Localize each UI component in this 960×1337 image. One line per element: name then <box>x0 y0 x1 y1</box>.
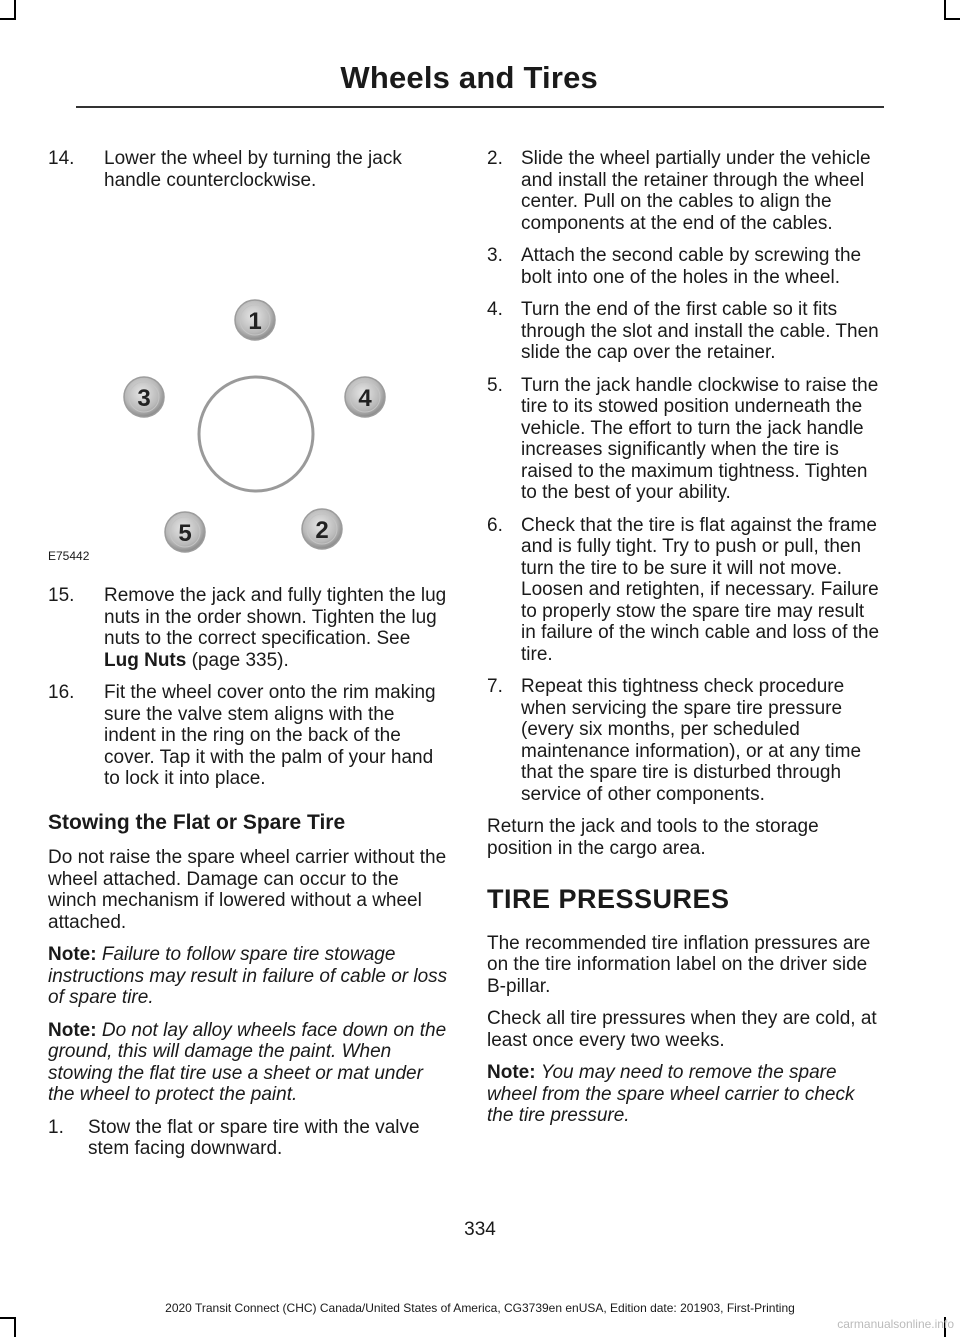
step-number: 5. <box>487 374 503 396</box>
paragraph: The recommended tire inflation pressures are on the tire information label on the driver side B-pillar. <box>487 932 871 997</box>
note <box>48 1020 448 1106</box>
step-number: 1. <box>48 1116 64 1138</box>
lug-nut-label: 3 <box>137 385 151 412</box>
list-item <box>487 515 882 666</box>
note <box>48 944 448 1009</box>
step-text: Repeat this tightness check procedure when servicing the spare tire pressure (every six months, per scheduled maintenance information), or at any time that the spare tire is disturbed through service of other components. <box>521 676 862 805</box>
list-item <box>487 375 882 504</box>
note-label: Note: <box>487 1062 536 1083</box>
crop-mark <box>14 0 16 20</box>
list-item <box>487 245 882 288</box>
figure-id: E75442 <box>48 548 90 563</box>
lug-nut-label: 1 <box>248 308 262 335</box>
lug-nut-label: 5 <box>178 520 192 547</box>
edition-footer: 2020 Transit Connect (CHC) Canada/United States of America, CG3739en enUSA, Edition date: 201903, First-Printing <box>165 1301 795 1315</box>
crop-mark <box>944 18 960 20</box>
lug-nut-label: 4 <box>358 385 372 412</box>
lug-nut-diagram <box>48 202 448 567</box>
step-text: Turn the end of the first cable so it fits through the slot and install the cable. Then slide the cap over the retainer. <box>521 299 879 363</box>
page-title: Wheels and Tires <box>340 60 598 95</box>
lug-nut-2 <box>302 509 342 549</box>
wheel-hub-circle <box>199 377 313 491</box>
right-column <box>487 148 882 1138</box>
step-number: 3. <box>487 245 503 266</box>
paragraph: Check all tire pressures when they are cold, at least once every two weeks. <box>487 1008 877 1051</box>
step-text: Check that the tire is flat against the frame and is fully tight. Try to push or pull, then turn the tire to be sure it will not move. Loosen and retighten, if necessary. Failure to properly stow the spare tire may result in failure of the winch cable and loss of the tire. <box>521 514 880 665</box>
section-heading: Stowing the Flat or Spare Tire <box>48 810 346 834</box>
step-text: Slide the wheel partially under the vehicle and install the retainer through the wheel center. Pull on the cables to align the components at the end of the cables. <box>521 148 871 234</box>
list-item <box>48 682 448 790</box>
lug-nut-1 <box>235 300 275 340</box>
step-text: Remove the jack and fully tighten the lug nuts in the order shown. Tighten the lug nuts to the correct specification. See <box>104 585 447 649</box>
crop-mark <box>0 1317 16 1319</box>
step-text: Fit the wheel cover onto the rim making sure the valve stem aligns with the indent in the ring on the back of the cover. Tap it with the palm of your hand to lock it into place. <box>104 682 436 789</box>
list-item <box>487 299 882 364</box>
list-item <box>487 676 882 805</box>
step-text: Stow the flat or spare tire with the valve stem facing downward. <box>88 1116 420 1159</box>
main-heading: TIRE PRESSURES <box>487 884 730 914</box>
note-text: You may need to remove the spare wheel from the spare wheel carrier to check the tire pressure. <box>487 1062 855 1126</box>
step-number: 15. <box>48 585 75 606</box>
step-text: Turn the jack handle clockwise to raise the tire to its stowed position underneath the vehicle. The effort to turn the jack handle increases significantly when the tire is raised to the maximum tightness. Tighten to the best of your ability. <box>521 374 879 503</box>
paragraph: Do not raise the spare wheel carrier without the wheel attached. Damage can occur to the winch mechanism if lowered without a wheel attached. <box>48 847 447 933</box>
page-number: 334 <box>464 1219 496 1240</box>
note <box>487 1062 882 1127</box>
list-item <box>48 585 448 671</box>
crop-mark <box>14 1317 16 1337</box>
lug-nut-5 <box>165 512 205 552</box>
list-item <box>487 148 882 234</box>
left-column <box>48 148 448 1171</box>
note-text: Do not lay alloy wheels face down on the ground, this will damage the paint. When stowing the flat tire use a sheet or mat under the wheel to protect the paint. <box>48 1019 447 1105</box>
lug-nut-label: 2 <box>315 517 329 544</box>
crop-mark <box>0 18 16 20</box>
watermark: carmanualsonline.info <box>837 1317 954 1331</box>
step-number: 2. <box>487 148 503 169</box>
lug-nut-4 <box>345 377 385 417</box>
step-number: 6. <box>487 514 503 536</box>
step-number: 4. <box>487 299 503 320</box>
step-number: 14. <box>48 148 75 169</box>
header-rule <box>76 106 884 108</box>
lug-nut-3 <box>124 377 164 417</box>
crop-mark <box>944 0 946 20</box>
step-text: Attach the second cable by screwing the bolt into one of the holes in the wheel. <box>521 245 862 288</box>
step-number: 7. <box>487 676 503 697</box>
paragraph: Return the jack and tools to the storage position in the cargo area. <box>487 816 819 859</box>
cross-reference-link[interactable]: Lug Nuts <box>104 649 187 671</box>
note-label: Note: <box>48 944 97 965</box>
step-number: 16. <box>48 682 75 703</box>
note-text: Failure to follow spare tire stowage instructions may result in failure of cable or loss of spare tire. <box>48 944 448 1008</box>
note-label: Note: <box>48 1019 97 1041</box>
list-item <box>48 148 448 191</box>
step-text-end: (page 335). <box>186 649 289 671</box>
step-text: Lower the wheel by turning the jack handle counterclockwise. <box>104 148 402 191</box>
list-item <box>48 1117 448 1160</box>
lug-nut-order-figure <box>48 202 448 567</box>
